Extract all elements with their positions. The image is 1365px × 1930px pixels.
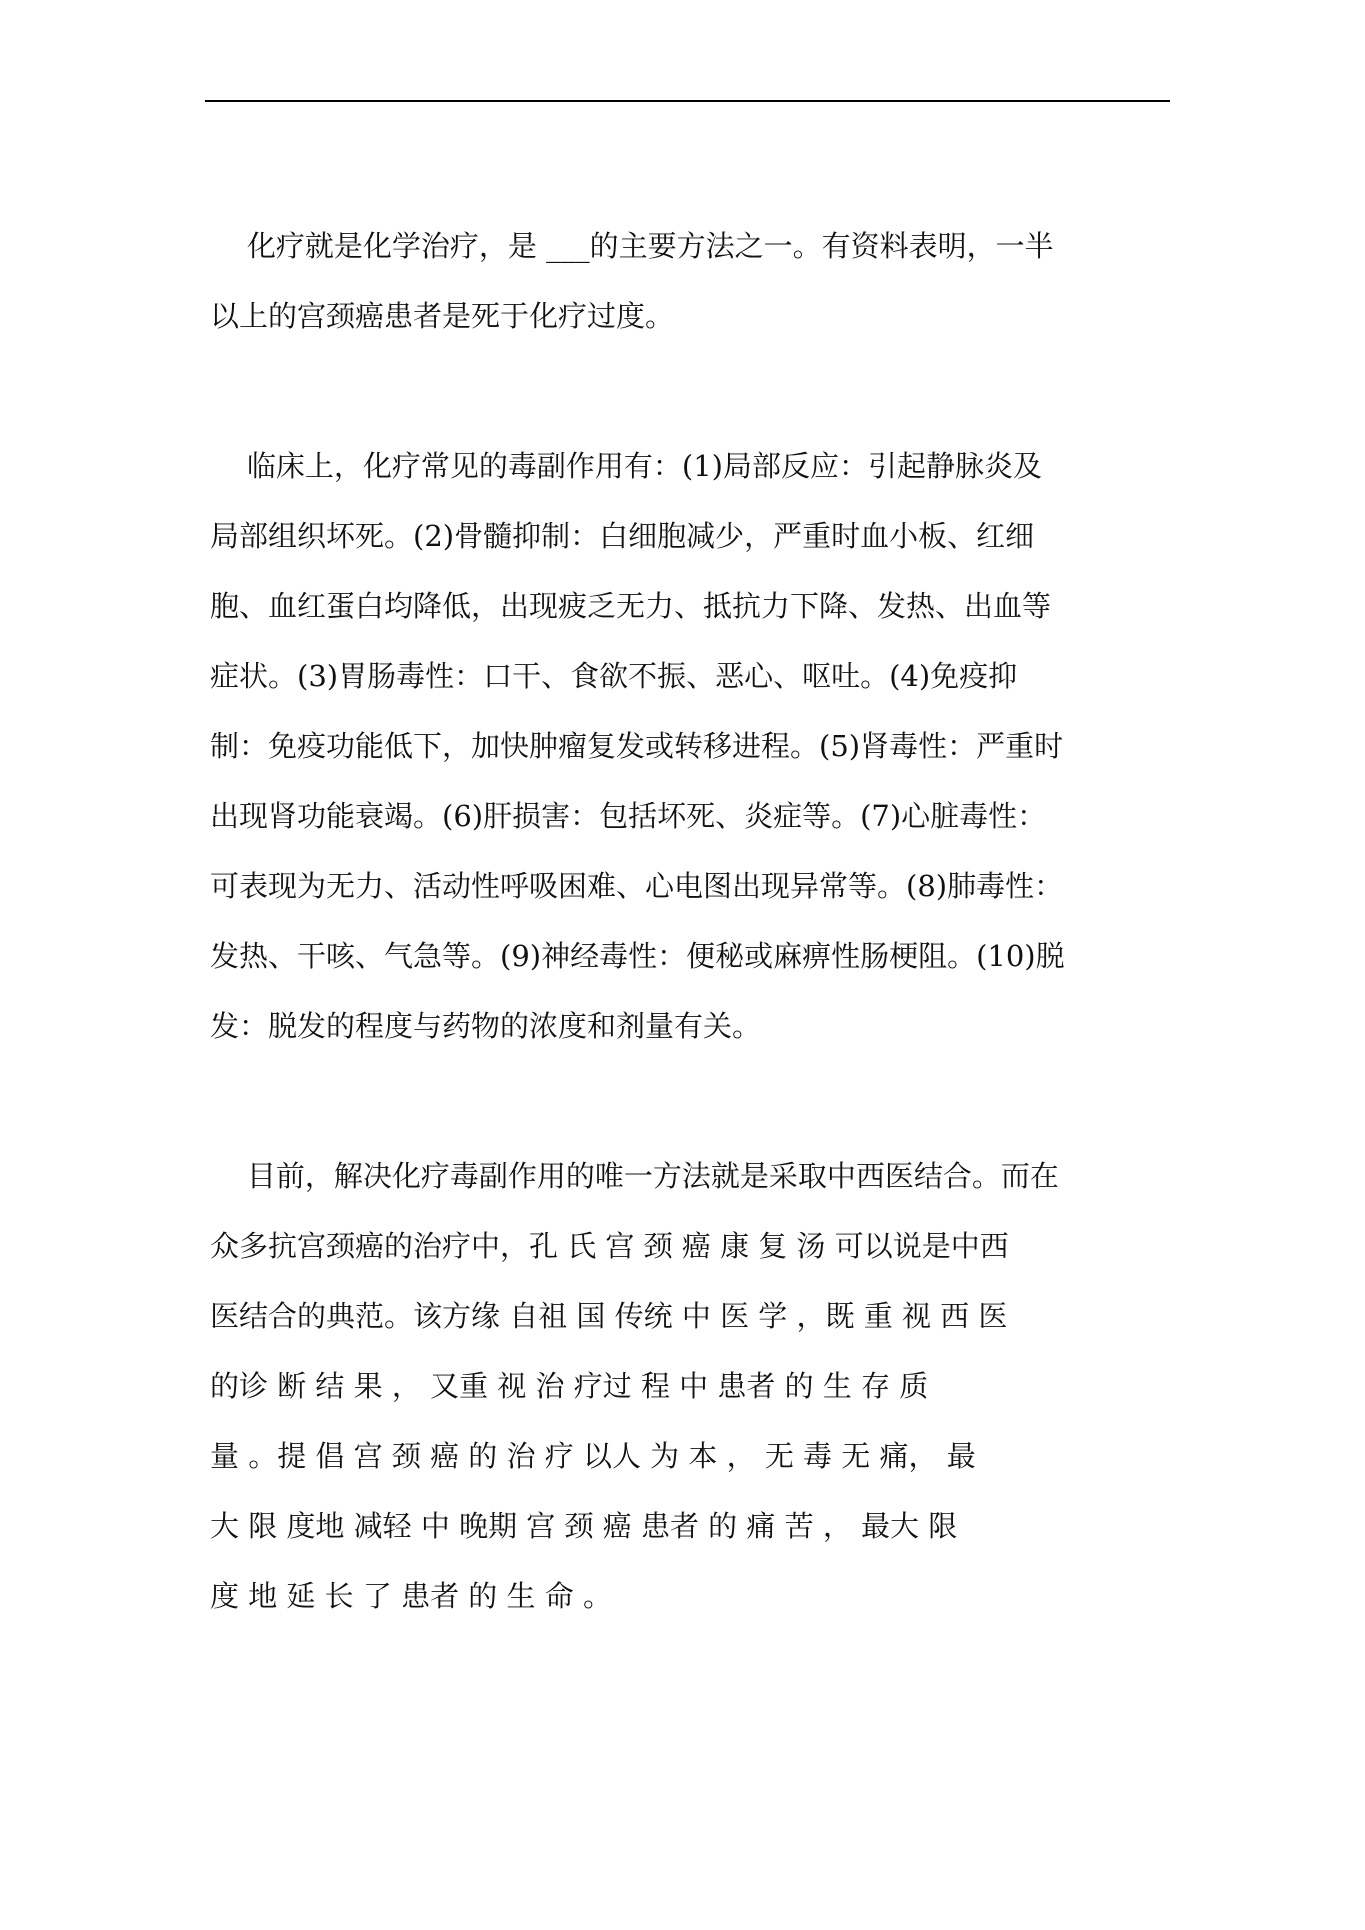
paragraph-3-line-5: 量 。提 倡 宫 颈 癌 的 治 疗 以人 为 本 ， 无 毒 无 痛， 最: [210, 1439, 976, 1473]
paragraph-2-line-4: 症状。(3)胃肠毒性：口干、食欲不振、恶心、呕吐。(4)免疫抑: [210, 659, 1018, 693]
paragraph-3-line-4: 的诊 断 结 果 ， 又重 视 治 疗过 程 中 患者 的 生 存 质: [210, 1369, 929, 1403]
paragraph-2-line-2: 局部组织坏死。(2)骨髓抑制：白细胞减少，严重时血小板、红细: [210, 519, 1035, 553]
paragraph-2-line-8: 发热、干咳、气急等。(9)神经毒性：便秘或麻痹性肠梗阻。(10)脱: [210, 939, 1065, 973]
paragraph-2-line-3: 胞、血红蛋白均降低，出现疲乏无力、抵抗力下降、发热、出血等: [210, 589, 1052, 623]
paragraph-2-line-5: 制：免疫功能低下，加快肿瘤复发或转移进程。(5)肾毒性：严重时: [210, 729, 1064, 763]
paragraph-3-line-2: 众多抗宫颈癌的治疗中，孔 氏 宫 颈 癌 康 复 汤 可以说是中西: [210, 1229, 1009, 1263]
paragraph-2-line-6: 出现肾功能衰竭。(6)肝损害：包括坏死、炎症等。(7)心脏毒性：: [210, 799, 1047, 833]
header-rule: [205, 100, 1170, 102]
paragraph-3-line-7: 度 地 延 长 了 患者 的 生 命 。: [210, 1579, 612, 1613]
paragraph-1-line-1: 化疗就是化学治疗，是 ___的主要方法之一。有资料表明，一半: [210, 229, 1054, 263]
paragraph-2-line-9: 发：脱发的程度与药物的浓度和剂量有关。: [210, 1009, 762, 1043]
paragraph-2-line-1: 临床上，化疗常见的毒副作用有：(1)局部反应：引起静脉炎及: [210, 449, 1042, 483]
paragraph-2-line-7: 可表现为无力、活动性呼吸困难、心电图出现异常等。(8)肺毒性：: [210, 869, 1064, 903]
paragraph-3-line-3: 医结合的典范。该方缘 自祖 国 传统 中 医 学 ，既 重 视 西 医: [210, 1299, 1008, 1333]
paragraph-3-line-1: 目前，解决化疗毒副作用的唯一方法就是采取中西医结合。而在: [210, 1159, 1059, 1193]
paragraph-3-line-6: 大 限 度地 减轻 中 晚期 宫 颈 癌 患者 的 痛 苦 ， 最大 限: [210, 1509, 958, 1543]
paragraph-1-line-2: 以上的宫颈癌患者是死于化疗过度。: [210, 299, 675, 333]
